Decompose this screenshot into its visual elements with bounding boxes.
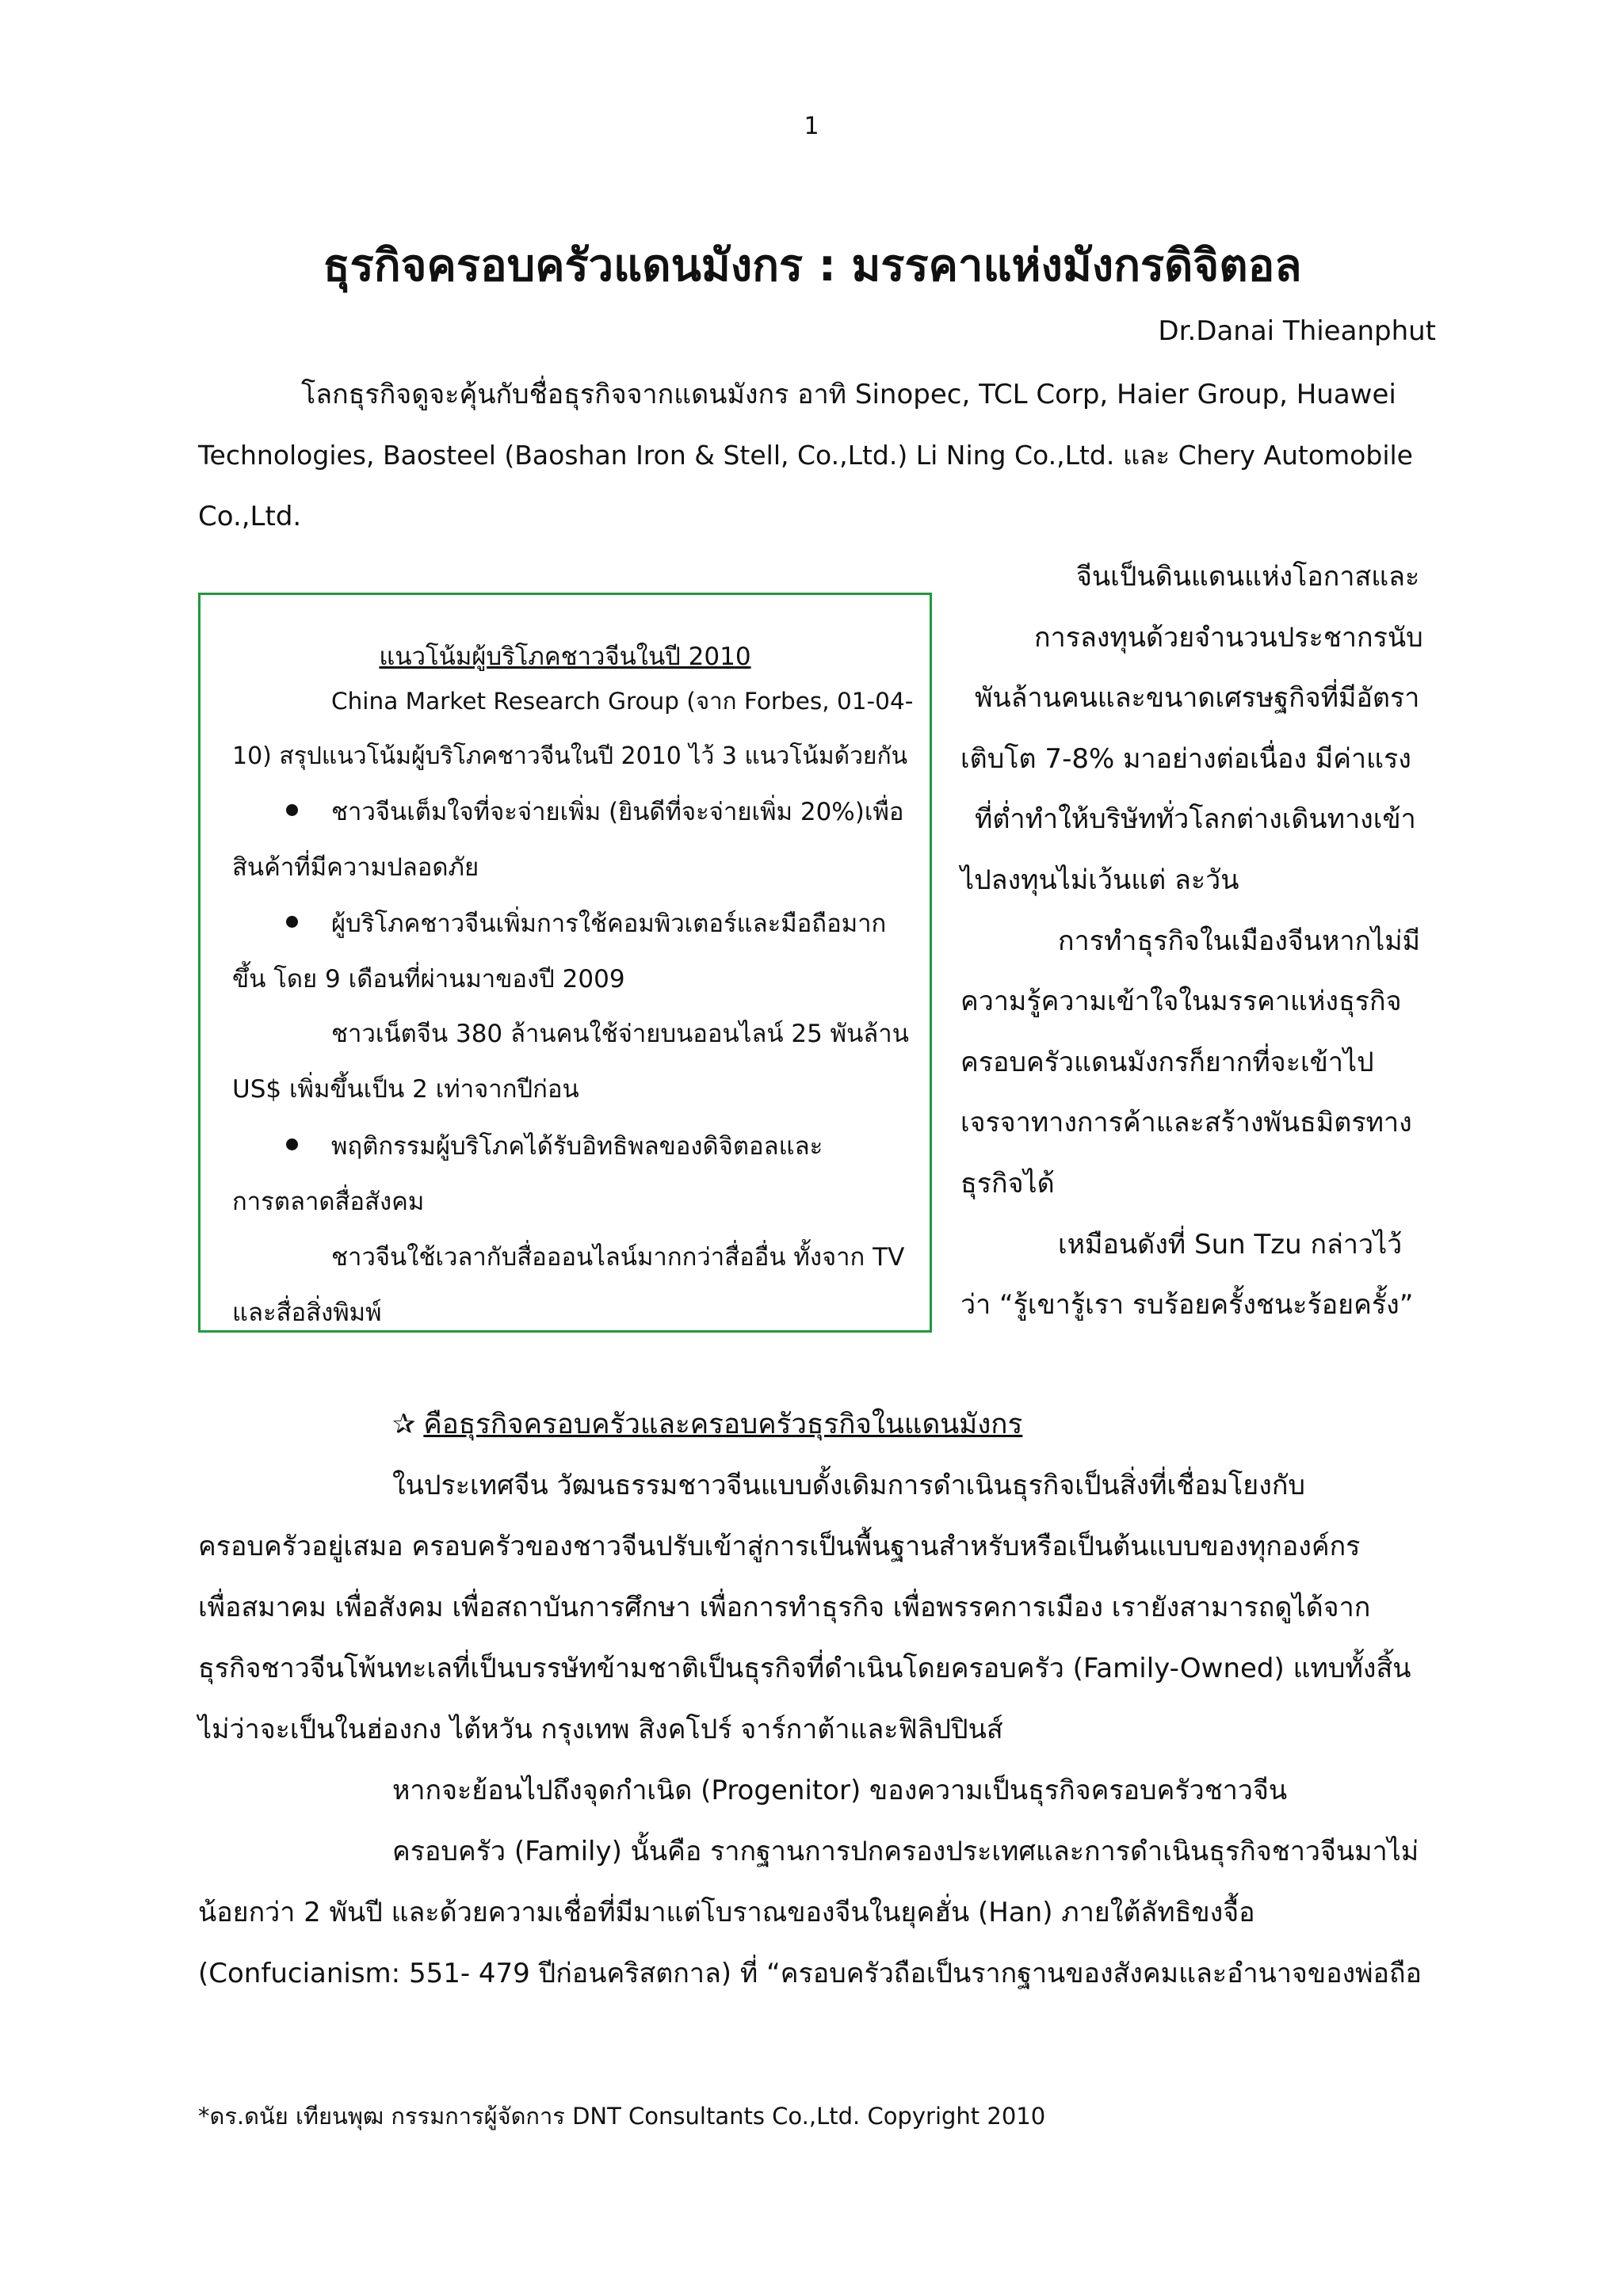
box-line: ชาวจีนเต็มใจที่จะจ่ายเพิ่ม (ยินดีที่จะจ่ายเพิ่ม 20%)เพื่อ bbox=[331, 798, 904, 826]
box-line: US$ เพิ่มขึ้นเป็น 2 เท่าจากปีก่อน bbox=[232, 1075, 579, 1104]
body-line: ครอบครัว (Family) นั้นคือ รากฐานการปกครองประเทศและการดำเนินธุรกิจชาวจีนมาไม่ bbox=[392, 1836, 1419, 1867]
intro-line-2: Technologies, Baosteel (Baoshan Iron & Stell, Co.,Ltd.) Li Ning Co.,Ltd. และ Chery Automobile bbox=[198, 440, 1413, 471]
page-number: 1 bbox=[804, 113, 819, 140]
consumer-trends-box bbox=[198, 593, 932, 1333]
side-line: ความรู้ความเข้าใจในมรรคาแห่งธุรกิจ bbox=[960, 986, 1402, 1017]
bullet-icon bbox=[286, 804, 298, 816]
box-line: 10) สรุปแนวโน้มผู้บริโภคชาวจีนในปี 2010 ไว้ 3 แนวโน้มด้วยกัน bbox=[232, 742, 908, 770]
side-line: การลงทุนด้วยจำนวนประชากรนับ bbox=[1034, 622, 1423, 654]
box-line: China Market Research Group (จาก Forbes, 01-04- bbox=[331, 688, 914, 715]
intro-line-1: โลกธุรกิจดูจะคุ้นกับชื่อธุรกิจจากแดนมังกร อาทิ Sinopec, TCL Corp, Haier Group, Huawei bbox=[301, 379, 1396, 410]
footnote: *ดร.ดนัย เทียนพุฒ กรรมการผู้จัดการ DNT Consultants Co.,Ltd. Copyright 2010 bbox=[198, 2103, 1046, 2130]
author-name: Dr.Danai Thieanphut bbox=[1158, 315, 1436, 347]
body-line: ครอบครัวอยู่เสมอ ครอบครัวของชาวจีนปรับเข้าสู่การเป็นพื้นฐานสำหรับหรือเป็นต้นแบบของทุกองค์กร bbox=[198, 1531, 1361, 1562]
side-line: ที่ต่ำทำให้บริษัททั่วโลกต่างเดินทางเข้า bbox=[975, 803, 1416, 835]
body-line: ในประเทศจีน วัฒนธรรมชาวจีนแบบดั้งเดิมการดำเนินธุรกิจเป็นสิ่งที่เชื่อมโยงกับ bbox=[392, 1470, 1305, 1501]
body-line: ธุรกิจชาวจีนโพ้นทะเลที่เป็นบรรษัทข้ามชาติเป็นธุรกิจที่ดำเนินโดยครอบครัว (Family-Owned) แทบทั้งสิ้น bbox=[198, 1653, 1411, 1684]
section-heading-text: คือธุรกิจครอบครัวและครอบครัวธุรกิจในแดนมังกร bbox=[423, 1409, 1023, 1440]
box-line: ชาวเน็ตจีน 380 ล้านคนใช้จ่ายบนออนไลน์ 25 พันล้าน bbox=[331, 1020, 909, 1048]
box-title: แนวโน้มผู้บริโภคชาวจีนในปี 2010 bbox=[379, 643, 751, 671]
side-line: ว่า “รู้เขารู้เรา รบร้อยครั้งชนะร้อยครั้ง” bbox=[960, 1289, 1414, 1321]
side-line: เหมือนดังที่ Sun Tzu กล่าวไว้ bbox=[1058, 1229, 1403, 1261]
side-line: การทำธุรกิจในเมืองจีนหากไม่มี bbox=[1058, 925, 1421, 957]
body-line: เพื่อสมาคม เพื่อสังคม เพื่อสถาบันการศึกษา เพื่อการทำธุรกิจ เพื่อพรรคการเมือง เรายังสามารถดูได้จาก bbox=[198, 1592, 1371, 1623]
box-line: สินค้าที่มีความปลอดภัย bbox=[232, 853, 479, 882]
body-line: หากจะย้อนไปถึงจุดกำเนิด (Progenitor) ของความเป็นธุรกิจครอบครัวชาวจีน bbox=[392, 1775, 1288, 1806]
side-line: ธุรกิจได้ bbox=[960, 1168, 1055, 1199]
box-line: การตลาดสื่อสังคม bbox=[232, 1188, 425, 1216]
side-line: จีนเป็นดินแดนแห่งโอกาสและ bbox=[1076, 561, 1420, 593]
box-line: ขึ้น โดย 9 เดือนที่ผ่านมาของปี 2009 bbox=[232, 965, 625, 994]
intro-line-3: Co.,Ltd. bbox=[198, 501, 302, 532]
side-line: ไปลงทุนไม่เว้นแต่ ละวัน bbox=[960, 864, 1239, 896]
star-icon: ✰ bbox=[392, 1409, 416, 1440]
side-line: พันล้านคนและขนาดเศรษฐกิจที่มีอัตรา bbox=[975, 682, 1420, 714]
box-line: ชาวจีนใช้เวลากับสื่อออนไลน์มากกว่าสื่ออื่น ทั้งจาก TV bbox=[331, 1243, 905, 1272]
side-line: เจรจาทางการค้าและสร้างพันธมิตรทาง bbox=[960, 1107, 1412, 1138]
section-heading bbox=[392, 1402, 1022, 1446]
body-line: ไม่ว่าจะเป็นในฮ่องกง ไต้หวัน กรุงเทพ สิงคโปร์ จาร์กาต้าและฟิลิปปินส์ bbox=[198, 1714, 1003, 1745]
side-line: ครอบครัวแดนมังกรก็ยากที่จะเข้าไป bbox=[960, 1047, 1374, 1078]
side-line: เติบโต 7-8% มาอย่างต่อเนื่อง มีค่าแรง bbox=[960, 743, 1411, 775]
document-title: ธุรกิจครอบครัวแดนมังกร : มรรคาแห่งมังกรดิจิตอล bbox=[323, 240, 1302, 292]
box-line: ผู้บริโภคชาวจีนเพิ่มการใช้คอมพิวเตอร์และมือถือมาก bbox=[331, 910, 887, 938]
bullet-icon bbox=[286, 1138, 298, 1150]
body-line: น้อยกว่า 2 พันปี และด้วยความเชื่อที่มีมาแต่โบราณของจีนในยุคฮั่น (Han) ภายใต้ลัทธิขงจื้อ bbox=[198, 1897, 1255, 1928]
bullet-icon bbox=[286, 916, 298, 928]
body-line: (Confucianism: 551- 479 ปีก่อนคริสตกาล) ที่ “ครอบครัวถือเป็นรากฐานของสังคมและอำนาจของพ่อถือ bbox=[198, 1958, 1422, 1989]
box-line: พฤติกรรมผู้บริโภคได้รับอิทธิพลของดิจิตอลและ bbox=[331, 1132, 823, 1161]
box-line: และสื่อสิ่งพิมพ์ bbox=[232, 1299, 382, 1327]
